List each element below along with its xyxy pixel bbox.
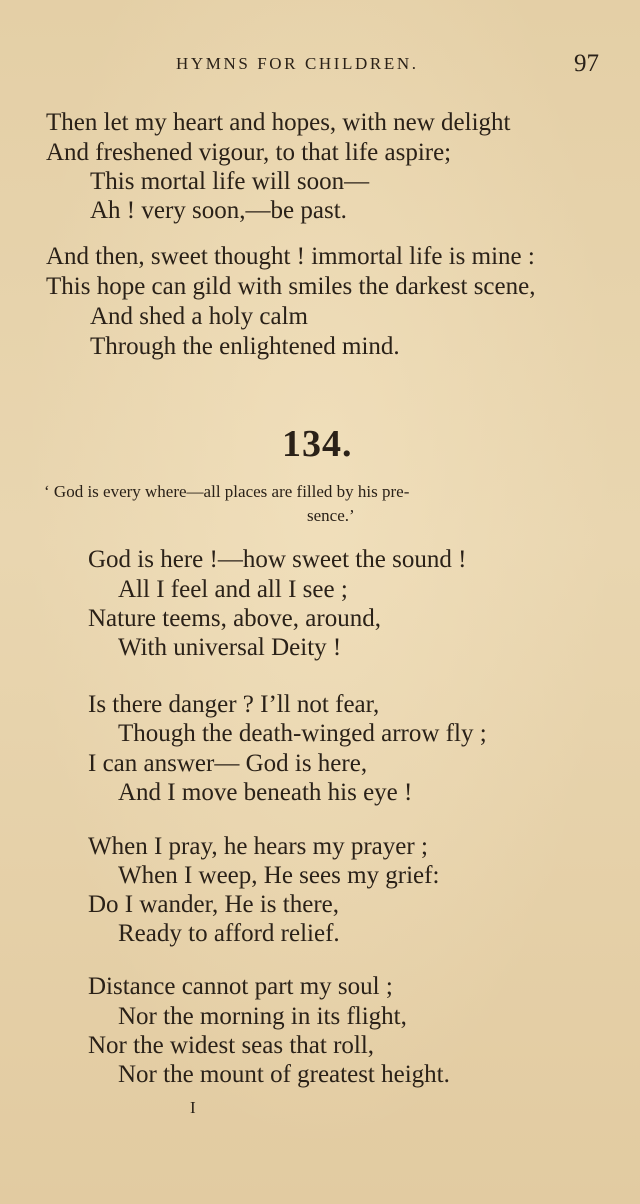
verse-line: This mortal life will soon— bbox=[90, 168, 370, 195]
verse-line: Nor the widest seas that roll, bbox=[88, 1032, 375, 1059]
verse-line: And I move beneath his eye ! bbox=[118, 779, 413, 806]
page-header bbox=[0, 50, 640, 80]
epigraph-line: ‘ God is every where—all places are filled by his pre- bbox=[44, 482, 410, 501]
verse-line: All I feel and all I see ; bbox=[118, 576, 348, 603]
verse-line: God is here !—how sweet the sound ! bbox=[88, 546, 467, 573]
verse-line: When I pray, he hears my prayer ; bbox=[88, 833, 428, 860]
hymn-number: 134. bbox=[282, 423, 353, 465]
verse-line: And then, sweet thought ! immortal life is mine : bbox=[46, 243, 535, 270]
verse-line: With universal Deity ! bbox=[118, 634, 342, 661]
verse-line: Then let my heart and hopes, with new delight bbox=[46, 109, 511, 136]
verse-line: Though the death-winged arrow fly ; bbox=[118, 720, 487, 747]
running-head: HYMNS FOR CHILDREN. bbox=[176, 54, 419, 73]
verse-line: Ah ! very soon,—be past. bbox=[90, 197, 347, 224]
verse-line: I can answer— God is here, bbox=[88, 750, 368, 777]
verse-line: And freshened vigour, to that life aspire; bbox=[46, 139, 452, 166]
verse-line: Nor the mount of greatest height. bbox=[118, 1061, 450, 1088]
verse-line: Do I wander, He is there, bbox=[88, 891, 339, 918]
page-number: 97 bbox=[574, 50, 599, 77]
verse-line: And shed a holy calm bbox=[90, 303, 309, 330]
verse-line: Is there danger ? I’ll not fear, bbox=[88, 691, 380, 718]
epigraph-line: sence.’ bbox=[307, 506, 355, 525]
verse-line: This hope can gild with smiles the darkest scene, bbox=[46, 273, 536, 300]
verse-line: Nature teems, above, around, bbox=[88, 605, 381, 632]
verse-line: Through the enlightened mind. bbox=[90, 333, 400, 360]
verse-line: Ready to afford relief. bbox=[118, 920, 340, 947]
verse-line: When I weep, He sees my grief: bbox=[118, 862, 440, 889]
signature-mark: I bbox=[190, 1098, 196, 1117]
verse-line: Nor the morning in its flight, bbox=[118, 1003, 407, 1030]
verse-line: Distance cannot part my soul ; bbox=[88, 973, 393, 1000]
